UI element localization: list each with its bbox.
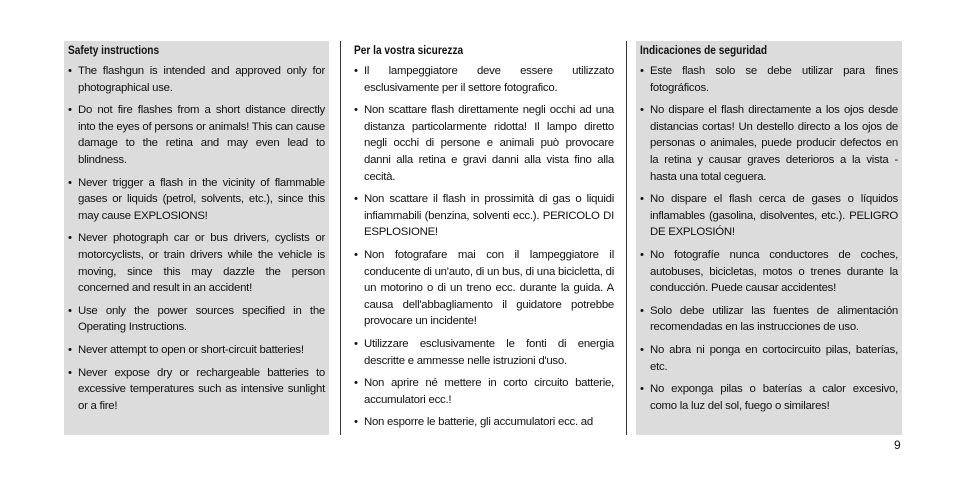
list-item: • Utilizzare esclusivamente le fonti di energia descritte e ammesse nelle istruzioni d'uso.	[354, 336, 614, 369]
list-item: • The flashgun is intended and approved only for photographical use.	[68, 63, 325, 96]
list-item: • Use only the power sources specified in the Operating Instructions.	[68, 303, 325, 336]
list-item: • Non aprire né mettere in corto circuito batterie, accumulatori ecc.!	[354, 375, 614, 408]
list-item: • Non fotografare mai con il lampeggiatore il conducente di un'auto, di un bus, di una bicicletta, di un motorino o di un treno ecc. durante la guida. A causa dell'abbagliamento il guidatore potrebbe provocare un incidente!	[354, 247, 614, 330]
list-item: • Never expose dry or rechargeable batteries to excessive temperatures such as intensive sunlight or a fire!	[68, 365, 325, 415]
list-item: • Il lampeggiatore deve essere utilizzato esclusivamente per il settore fotografico.	[354, 63, 614, 96]
page-number: 9	[894, 438, 901, 452]
section-heading-italian: Per la vostra sicurezza	[354, 45, 464, 57]
safety-list-italian	[354, 63, 614, 431]
safety-list-spanish	[640, 63, 898, 414]
list-item: • No dispare el flash directamente a los ojos desde distancias cortas! Un destello directo a los ojos de personas o animales, puede producir defectos en la retina y causar graves deterioros a la vista - hasta una total ceguera.	[640, 102, 898, 185]
section-heading-spanish: Indicaciones de seguridad	[640, 45, 768, 57]
list-item: • No dispare el flash cerca de gases o líquidos inflamables (gasolina, disolventes, etc.). PELIGRO DE EXPLOSIÓN!	[640, 191, 898, 241]
list-item: • Do not fire flashes from a short distance directly into the eyes of persons or animals! This can cause damage to the retina and may even lead to blindness.	[68, 102, 325, 168]
safety-list-english	[68, 63, 325, 414]
list-item: • Non esporre le batterie, gli accumulatori ecc. ad	[354, 414, 614, 431]
column-divider	[340, 41, 341, 435]
safety-column-english	[64, 41, 329, 435]
list-item: • No exponga pilas o baterías a calor excesivo, como la luz del sol, fuego o similares!	[640, 381, 898, 414]
list-item: • No abra ni ponga en cortocircuito pilas, baterías, etc.	[640, 342, 898, 375]
list-item: • Non scattare flash direttamente negli occhi ad una distanza particolarmente ridotta! Il lampo diretto negli occhi di persone e animali può provocare danni alla retina e gravi danni alla vista fino alla cecità.	[354, 102, 614, 185]
safety-column-italian	[350, 41, 618, 435]
list-item: • Never trigger a flash in the vicinity of flammable gases or liquids (petrol, solvents, etc.), since this may cause EXPLOSIONS!	[68, 175, 325, 225]
list-item: • Este flash solo se debe utilizar para fines fotográficos.	[640, 63, 898, 96]
column-divider	[626, 41, 627, 435]
list-item: • No fotografíe nunca conductores de coches, autobuses, bicicletas, motos o trenes durante la conducción. Puede causar accidentes!	[640, 247, 898, 297]
list-item: • Non scattare il flash in prossimità di gas o liquidi infiammabili (benzina, solventi ecc.). PERICOLO DI ESPLOSIONE!	[354, 191, 614, 241]
list-item: • Solo debe utilizar las fuentes de alimentación recomendadas en las instrucciones de uso.	[640, 303, 898, 336]
section-heading-english: Safety instructions	[68, 45, 160, 57]
list-item: • Never attempt to open or short-circuit batteries!	[68, 342, 325, 359]
safety-column-spanish	[636, 41, 902, 435]
list-item: • Never photograph car or bus drivers, cyclists or motorcyclists, or train drivers while the vehicle is moving, since this may dazzle the person concerned and result in an accident!	[68, 230, 325, 296]
